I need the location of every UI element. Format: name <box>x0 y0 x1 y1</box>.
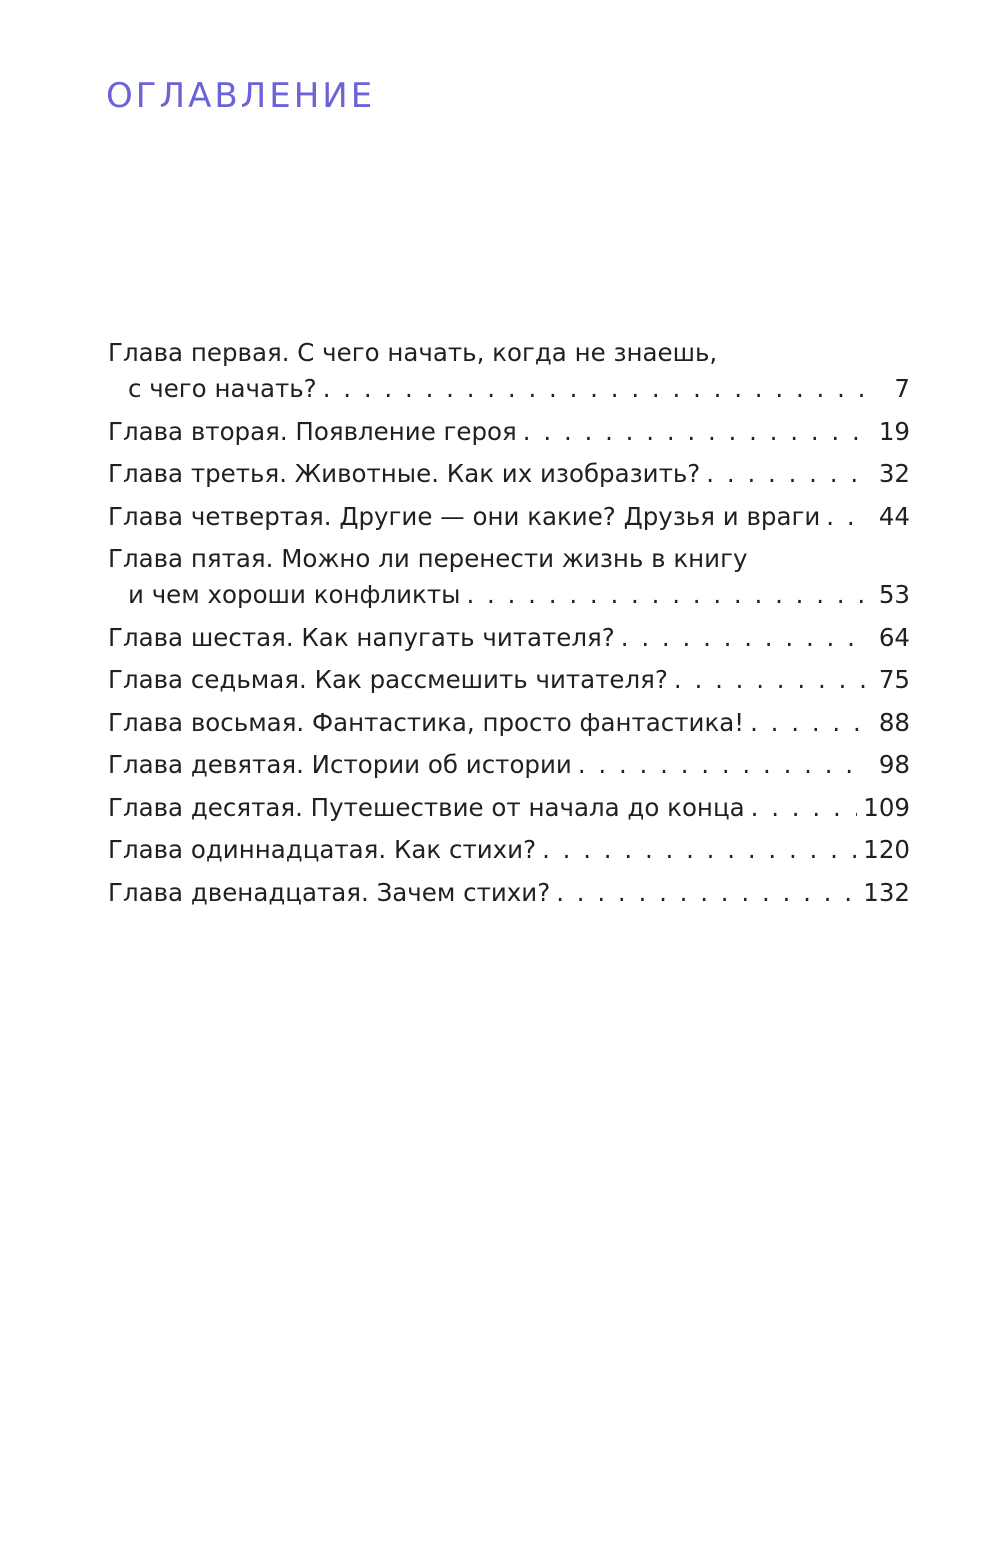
toc-entry-title: Глава вторая. Появление героя <box>108 416 517 446</box>
toc-entry-title: Глава шестая. Как напугать читателя? <box>108 622 615 652</box>
toc-entry[interactable] <box>108 875 910 911</box>
toc-entry[interactable] <box>108 414 910 450</box>
toc-entry[interactable] <box>108 620 910 656</box>
dot-leader <box>542 832 857 868</box>
toc-page-number: 109 <box>863 792 910 822</box>
toc-page-number: 75 <box>878 665 910 694</box>
toc-entry-row <box>108 790 910 826</box>
toc-entry[interactable] <box>108 747 910 783</box>
toc-entry[interactable] <box>108 335 910 407</box>
toc-entry-title-line: Глава первая. С чего начать, когда не знаешь, <box>108 338 718 367</box>
toc-page-number: 7 <box>894 374 910 403</box>
dot-leader <box>523 414 868 450</box>
dot-leader <box>556 875 857 911</box>
toc-entry-row <box>108 747 910 783</box>
toc-entry-row <box>108 456 910 492</box>
toc-entry-title: Глава девятая. Истории об истории <box>108 750 572 779</box>
toc-page-number: 32 <box>878 459 910 488</box>
toc-page-number: 132 <box>863 877 910 907</box>
dot-leader <box>750 705 868 741</box>
dot-leader <box>323 371 868 407</box>
page-title: ОГЛАВЛЕНИЕ <box>106 76 376 116</box>
toc-entry-title: Глава десятая. Путешествие от начала до конца <box>108 792 745 822</box>
toc-page-number: 44 <box>878 501 910 531</box>
toc-entry-title: Глава третья. Животные. Как их изобразить? <box>108 459 701 488</box>
toc-entry[interactable] <box>108 499 910 535</box>
table-of-contents <box>108 335 910 917</box>
toc-entry-row <box>108 620 910 656</box>
toc-entry-title: Глава четвертая. Другие — они какие? Друзья и враги <box>108 501 821 531</box>
toc-entry-row <box>108 414 910 450</box>
toc-entry[interactable] <box>108 790 910 826</box>
toc-page-number: 19 <box>878 416 910 446</box>
dot-leader <box>706 456 868 492</box>
toc-entry[interactable] <box>108 832 910 868</box>
dot-leader <box>578 747 868 783</box>
toc-entry-row <box>108 662 910 698</box>
toc-entry[interactable] <box>108 705 910 741</box>
toc-page-number: 120 <box>863 835 910 864</box>
toc-entry-title: Глава седьмая. Как рассмешить читателя? <box>108 665 668 694</box>
dot-leader <box>621 620 868 656</box>
toc-page-number: 64 <box>878 622 910 652</box>
toc-entry-title-line: Глава пятая. Можно ли перенести жизнь в книгу <box>108 544 748 573</box>
toc-entry-row <box>108 832 910 868</box>
toc-entry-row <box>108 371 910 407</box>
toc-entry-title: Глава одиннадцатая. Как стихи? <box>108 835 537 864</box>
toc-entry-title: Глава восьмая. Фантастика, просто фантастика! <box>108 707 745 737</box>
toc-entry[interactable] <box>108 662 910 698</box>
toc-entry-title: и чем хороши конфликты <box>128 580 461 609</box>
toc-entry-row <box>108 499 910 535</box>
toc-entry-row <box>108 577 910 613</box>
toc-entry-title: Глава двенадцатая. Зачем стихи? <box>108 877 551 907</box>
toc-entry-row <box>108 705 910 741</box>
toc-entry-title: с чего начать? <box>128 374 317 403</box>
toc-entry[interactable] <box>108 456 910 492</box>
dot-leader <box>826 499 868 535</box>
dot-leader <box>466 577 868 613</box>
dot-leader <box>674 662 868 698</box>
toc-entry[interactable] <box>108 541 910 613</box>
toc-page-number: 88 <box>878 707 910 737</box>
dot-leader <box>751 790 858 826</box>
toc-entry-row <box>108 875 910 911</box>
toc-page-number: 98 <box>878 750 910 779</box>
toc-page-number: 53 <box>878 580 910 609</box>
